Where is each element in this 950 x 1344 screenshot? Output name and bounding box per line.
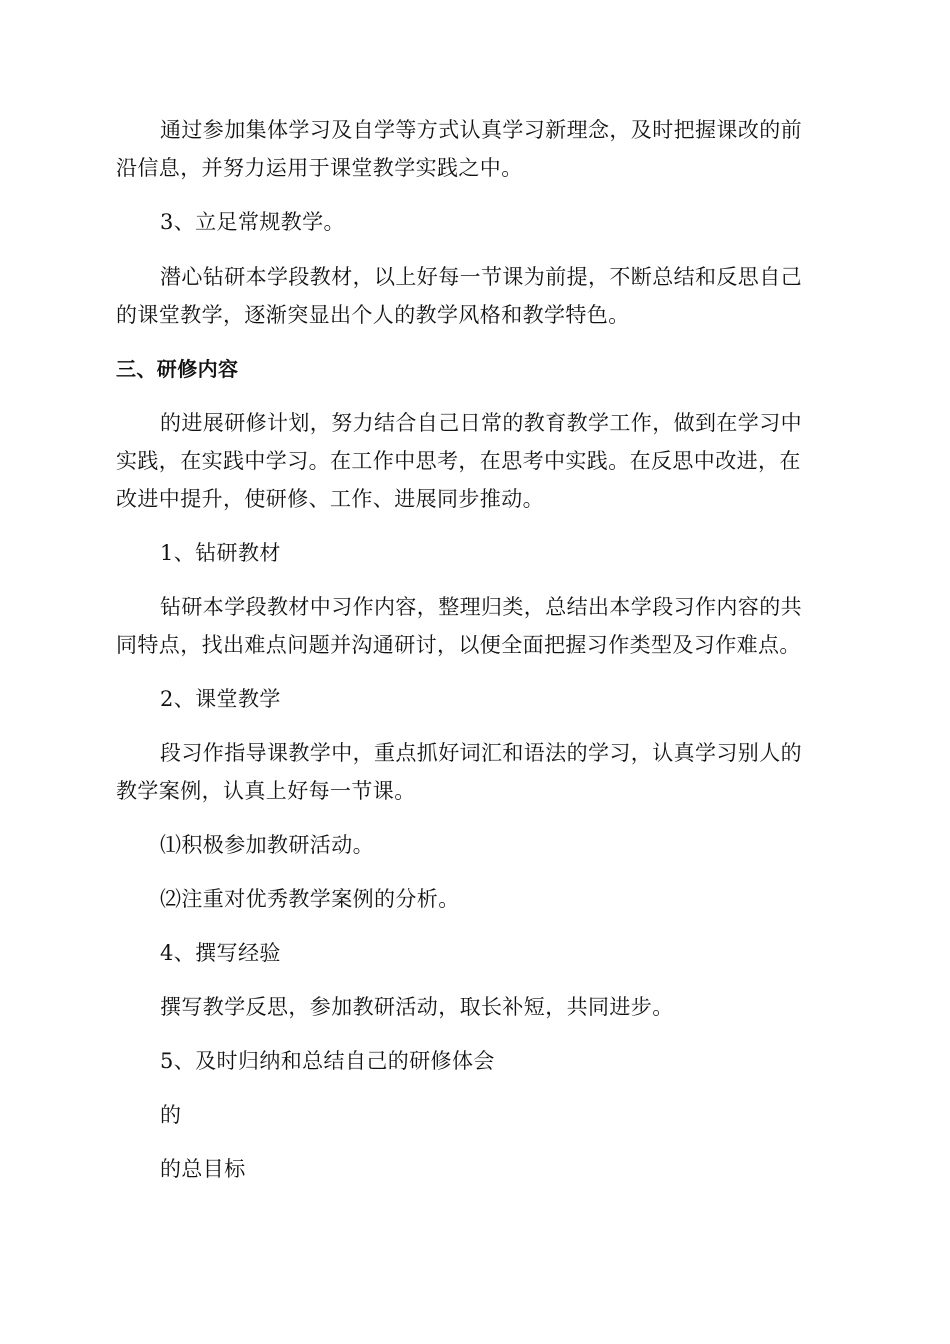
fragment-line-2: 的总目标 [160, 1157, 246, 1181]
paragraph-3-line-2: 实践，在实践中学习。在工作中思考，在思考中实践。在反思中改进，在 [116, 449, 801, 473]
item-1-heading: 1、钻研教材 [160, 541, 281, 565]
item-4-heading: 4、撰写经验 [160, 941, 281, 965]
paragraph-2-line-1: 潜心钻研本学段教材，以上好每一节课为前提，不断总结和反思自己 [160, 265, 802, 289]
paragraph-4-line-2: 同特点，找出难点问题并沟通研讨，以便全面把握习作类型及习作难点。 [116, 633, 801, 657]
section-heading-research-content: 三、研修内容 [116, 357, 239, 381]
paragraph-6-line-1: 撰写教学反思，参加教研活动，取长补短，共同进步。 [160, 995, 674, 1019]
paragraph-2-line-2: 的课堂教学，逐渐突显出个人的教学风格和教学特色。 [116, 303, 630, 327]
paragraph-3-line-1: 的进展研修计划，努力结合自己日常的教育教学工作，做到在学习中 [160, 411, 802, 435]
paragraph-1-line-2: 沿信息，并努力运用于课堂教学实践之中。 [116, 156, 523, 180]
fragment-line-1: 的 [160, 1103, 182, 1127]
item-3-heading: 3、立足常规教学。 [160, 210, 345, 234]
sub-item-2: ⑵注重对优秀教学案例的分析。 [160, 887, 460, 911]
sub-item-1: ⑴积极参加教研活动。 [160, 833, 374, 857]
item-5-heading: 5、及时归纳和总结自己的研修体会 [160, 1049, 495, 1073]
paragraph-1-line-1: 通过参加集体学习及自学等方式认真学习新理念，及时把握课改的前 [160, 118, 802, 142]
paragraph-4-line-1: 钻研本学段教材中习作内容，整理归类，总结出本学段习作内容的共 [160, 595, 802, 619]
paragraph-5-line-2: 教学案例，认真上好每一节课。 [116, 779, 416, 803]
paragraph-3-line-3: 改进中提升，使研修、工作、进展同步推动。 [116, 487, 544, 511]
item-2-heading: 2、课堂教学 [160, 687, 281, 711]
paragraph-5-line-1: 段习作指导课教学中，重点抓好词汇和语法的学习，认真学习别人的 [160, 741, 802, 765]
